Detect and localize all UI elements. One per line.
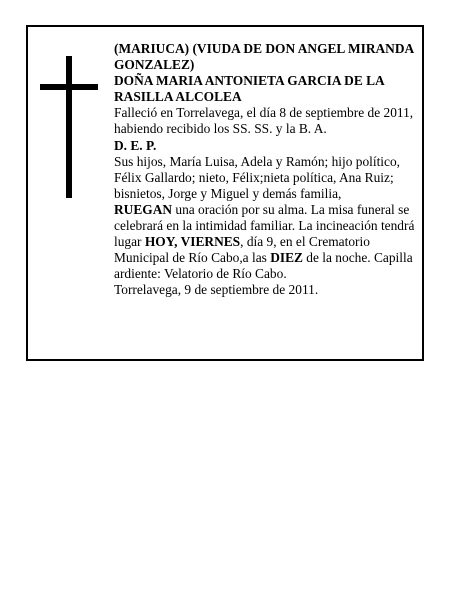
cross-vertical-bar <box>66 56 72 198</box>
service-details <box>114 202 422 282</box>
family-list: Sus hijos, María Luisa, Adela y Ramón; hijo político, Félix Gallardo; nieto, Félix;nieta política, Ana Ruiz; bisnietos, Jorge y Miguel y demás familia, <box>114 153 401 201</box>
notice-text <box>114 41 422 299</box>
deceased-alias: (MARIUCA) (VIUDA DE DON ANGEL MIRANDA GONZALEZ) <box>114 41 414 73</box>
service-text-1: una oración por su alma. La misa funeral se celebrará en la intimidad familiar. La incineación tendrá lugar <box>114 201 415 250</box>
rip-line: D. E. P. <box>114 137 157 153</box>
ruegan-text: RUEGAN <box>114 201 173 217</box>
service-text-3: de la noche. Capilla ardiente: Velatorio de Río Cabo. <box>114 250 413 282</box>
cross-icon <box>40 56 98 198</box>
deceased-name: DOÑA MARIA ANTONIETA GARCIA DE LA RASILLA ALCOLEA <box>114 73 384 105</box>
cross-horizontal-bar <box>40 84 98 90</box>
notice-footer: Torrelavega, 9 de septiembre de 2011. <box>114 282 319 298</box>
obituary-notice <box>26 25 424 361</box>
service-hour: DIEZ <box>270 250 303 266</box>
service-text-2: , día 9, en el Crematorio Municipal de Río Cabo,a las <box>114 234 370 266</box>
service-day: HOY, VIERNES <box>144 234 241 250</box>
death-statement: Falleció en Torrelavega, el día 8 de septiembre de 2011, habiendo recibido los SS. SS. y la B. A. <box>114 105 414 137</box>
